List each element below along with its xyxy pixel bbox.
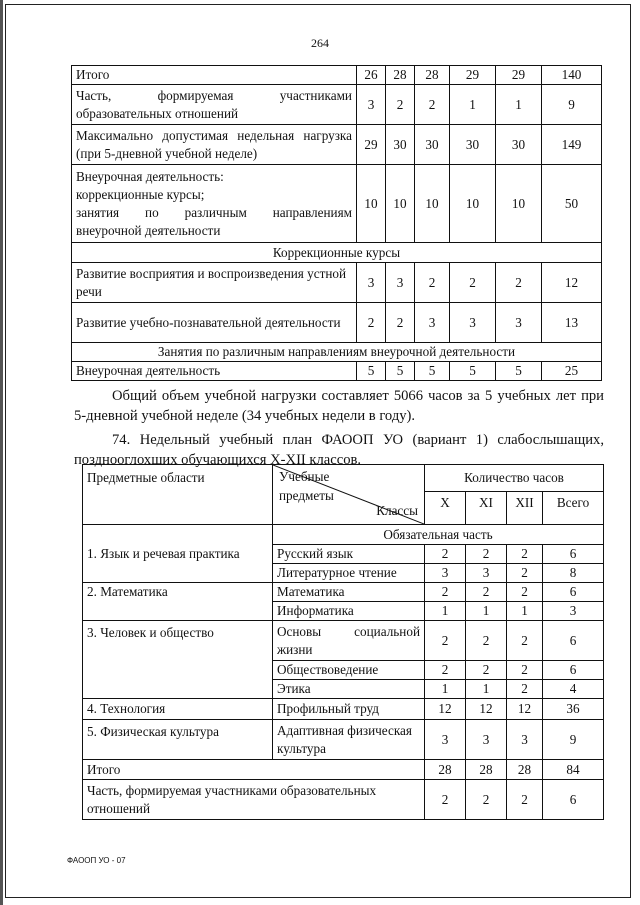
- paragraph-total-load: Общий объем учебной нагрузки составляет 5066 часов за 5 учебных лет при 5-дневной учебной неделе (34 учебных недели в году).: [74, 388, 604, 424]
- cell-value: 2: [507, 661, 543, 680]
- cell-value: 2: [507, 621, 543, 661]
- cell-value: 8: [543, 564, 604, 583]
- cell-value: 6: [543, 583, 604, 602]
- table-row: [72, 165, 602, 243]
- cell-value: 2: [507, 680, 543, 699]
- subject-name: Этика: [273, 680, 425, 699]
- subject-area: 5. Физическая культура: [83, 720, 273, 760]
- cell-value: 2: [415, 263, 450, 303]
- cell-value: 3: [496, 303, 542, 343]
- header-subject-areas: Предметные области: [83, 465, 273, 525]
- header-col-total: Всего: [543, 492, 604, 525]
- table-row: [83, 583, 604, 602]
- cell-value: 2: [466, 621, 507, 661]
- cell-value: 30: [496, 125, 542, 165]
- cell-value: 3: [425, 564, 466, 583]
- cell-value: 3: [507, 720, 543, 760]
- subject-name: Информатика: [273, 602, 425, 621]
- subject-name: Литературное чтение: [273, 564, 425, 583]
- subject-area: 4. Технология: [83, 699, 273, 720]
- cell-value: 2: [386, 303, 415, 343]
- subject-name: Адаптивная физическая культура: [273, 720, 425, 760]
- cell-value: 2: [507, 780, 543, 820]
- cell-value: 5: [496, 362, 542, 381]
- subject-name: Обществоведение: [273, 661, 425, 680]
- cell-value: 2: [466, 545, 507, 564]
- cell-value: 13: [542, 303, 602, 343]
- table-row: [83, 760, 604, 780]
- cell-value: 2: [466, 780, 507, 820]
- cell-value: 10: [496, 165, 542, 243]
- header-diagonal-cell: [273, 465, 425, 525]
- cell-value: 28: [507, 760, 543, 780]
- header-col-xii: XII: [507, 492, 543, 525]
- cell-value: 28: [466, 760, 507, 780]
- row-label: Внеурочная деятельность: [72, 362, 357, 381]
- cell-value: 6: [543, 780, 604, 820]
- scan-margin-line: [0, 0, 3, 905]
- subject-name: Русский язык: [273, 545, 425, 564]
- cell-value: 2: [507, 564, 543, 583]
- row-label-line: внеурочной деятельности: [76, 222, 221, 238]
- cell-value: 5: [450, 362, 496, 381]
- cell-value: 2: [450, 263, 496, 303]
- cell-value: 3: [357, 263, 386, 303]
- cell-value: 4: [543, 680, 604, 699]
- header-subjects-line: предметы: [279, 488, 334, 503]
- cell-value: 25: [542, 362, 602, 381]
- cell-value: 2: [415, 85, 450, 125]
- table-row: [72, 303, 602, 343]
- document-footer: ФАООП УО - 07: [67, 856, 126, 865]
- section-row: [83, 525, 604, 545]
- table-row: [83, 699, 604, 720]
- blank-cell: [83, 525, 273, 545]
- header-subjects-line: Учебные: [279, 469, 330, 484]
- subject-area: 1. Язык и речевая практика: [83, 545, 273, 583]
- paragraph-plan-title: 74. Недельный учебный план ФАООП УО (вариант 1) слабослышащих, позднооглохших обучающихся X-XII классов.: [74, 432, 604, 468]
- subject-area: 3. Человек и общество: [83, 621, 273, 699]
- cell-value: 12: [466, 699, 507, 720]
- header-hours: Количество часов: [425, 465, 604, 492]
- subject-area: 2. Математика: [83, 583, 273, 621]
- row-label-line: коррекционные курсы;: [76, 186, 205, 202]
- header-col-xi: XI: [466, 492, 507, 525]
- cell-value: 2: [466, 583, 507, 602]
- cell-value: 2: [425, 780, 466, 820]
- row-label-line: Внеурочная деятельность:: [76, 168, 224, 184]
- cell-value: 6: [543, 621, 604, 661]
- page-number: 264: [311, 36, 329, 50]
- cell-value: 1: [425, 602, 466, 621]
- cell-value: 3: [425, 720, 466, 760]
- table-row: [72, 66, 602, 85]
- cell-value: 3: [450, 303, 496, 343]
- cell-value: 149: [542, 125, 602, 165]
- cell-value: 3: [543, 602, 604, 621]
- cell-value: 12: [507, 699, 543, 720]
- cell-value: 84: [543, 760, 604, 780]
- cell-value: 2: [496, 263, 542, 303]
- cell-value: 6: [543, 545, 604, 564]
- cell-value: 140: [542, 66, 602, 85]
- row-label: [72, 85, 357, 125]
- cell-value: 50: [542, 165, 602, 243]
- cell-value: 1: [507, 602, 543, 621]
- cell-value: 29: [450, 66, 496, 85]
- row-label: Развитие учебно-познавательной деятельности: [72, 303, 357, 343]
- row-label: [72, 125, 357, 165]
- cell-value: 29: [357, 125, 386, 165]
- table-row: [72, 362, 602, 381]
- row-label: [72, 165, 357, 243]
- row-label-text: Часть, формируемая участниками образовательных отношений: [76, 87, 352, 121]
- section-heading: Занятия по различным направлениям внеурочной деятельности: [72, 343, 602, 362]
- header-col-x: X: [425, 492, 466, 525]
- cell-value: 1: [425, 680, 466, 699]
- cell-value: 28: [415, 66, 450, 85]
- section-heading: Обязательная часть: [273, 525, 604, 545]
- weekly-load-table: [71, 65, 602, 381]
- table-row: [72, 263, 602, 303]
- table-row: [72, 85, 602, 125]
- table-row: [83, 720, 604, 760]
- subject-name: Математика: [273, 583, 425, 602]
- cell-value: 10: [386, 165, 415, 243]
- section-row: [72, 343, 602, 362]
- cell-value: 30: [386, 125, 415, 165]
- row-label-line: занятия по различным направлениям: [76, 204, 352, 220]
- row-label: Развитие восприятия и воспроизведения устной речи: [72, 263, 357, 303]
- section-heading: Коррекционные курсы: [72, 243, 602, 263]
- cell-value: 5: [357, 362, 386, 381]
- table-row: [83, 780, 604, 820]
- row-label-text: Максимально допустимая недельная нагрузка (при 5-дневной учебной неделе): [76, 127, 352, 161]
- cell-value: 26: [357, 66, 386, 85]
- cell-value: 1: [496, 85, 542, 125]
- table-row: [83, 621, 604, 661]
- part-label: Часть, формируемая участниками образовательных отношений: [83, 780, 425, 820]
- cell-value: 9: [542, 85, 602, 125]
- cell-value: 1: [466, 602, 507, 621]
- cell-value: 28: [386, 66, 415, 85]
- cell-value: 3: [466, 720, 507, 760]
- row-label: Итого: [72, 66, 357, 85]
- total-label: Итого: [83, 760, 425, 780]
- cell-value: 2: [425, 621, 466, 661]
- cell-value: 10: [450, 165, 496, 243]
- cell-value: 12: [542, 263, 602, 303]
- cell-value: 2: [507, 583, 543, 602]
- cell-value: 28: [425, 760, 466, 780]
- cell-value: 9: [543, 720, 604, 760]
- cell-value: 6: [543, 661, 604, 680]
- cell-value: 2: [507, 545, 543, 564]
- cell-value: 3: [466, 564, 507, 583]
- section-row: [72, 243, 602, 263]
- cell-value: 10: [415, 165, 450, 243]
- cell-value: 5: [386, 362, 415, 381]
- cell-value: 2: [425, 661, 466, 680]
- cell-value: 2: [425, 545, 466, 564]
- cell-value: 1: [450, 85, 496, 125]
- header-classes: Классы: [376, 503, 418, 518]
- cell-value: 3: [415, 303, 450, 343]
- cell-value: 1: [466, 680, 507, 699]
- cell-value: 36: [543, 699, 604, 720]
- table-row: [72, 125, 602, 165]
- cell-value: 3: [386, 263, 415, 303]
- subject-name: Профильный труд: [273, 699, 425, 720]
- cell-value: 30: [415, 125, 450, 165]
- table-row: [83, 545, 604, 564]
- cell-value: 2: [386, 85, 415, 125]
- curriculum-table: [82, 464, 604, 820]
- cell-value: 2: [425, 583, 466, 602]
- header-subjects: [279, 467, 334, 505]
- cell-value: 2: [357, 303, 386, 343]
- subject-name: Основы социальной жизни: [273, 621, 425, 661]
- cell-value: 3: [357, 85, 386, 125]
- cell-value: 10: [357, 165, 386, 243]
- cell-value: 5: [415, 362, 450, 381]
- cell-value: 2: [466, 661, 507, 680]
- cell-value: 29: [496, 66, 542, 85]
- table-header-row: [83, 465, 604, 492]
- cell-value: 30: [450, 125, 496, 165]
- cell-value: 12: [425, 699, 466, 720]
